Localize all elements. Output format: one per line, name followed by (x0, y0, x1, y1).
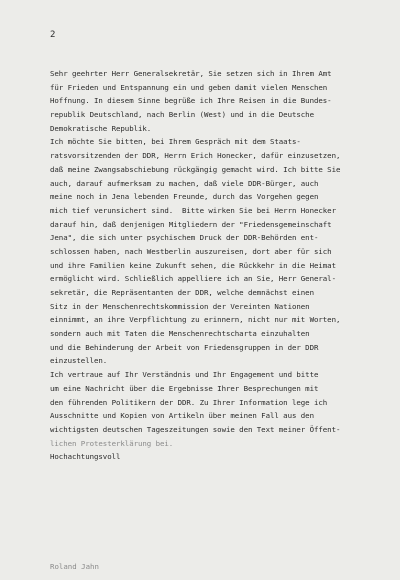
text-line: um eine Nachricht über die Ergebnisse Ihrer Besprechungen mit (50, 383, 319, 393)
text-line: Sitz in der Menschenrechtskommission der Vereinten Nationen (50, 301, 310, 311)
text-line: republik Deutschland, nach Berlin (West) und in die Deutsche (50, 110, 314, 120)
text-line: meine noch in Jena lebenden Freunde, durch das Vorgehen gegen (50, 192, 319, 202)
text-line: Sehr geehrter Herr Generalsekretär, Sie setzen sich in Ihrem Amt (50, 69, 332, 78)
text-line: daß meine Zwangsabschiebung rückgängig gemacht wird. Ich bitte Sie (50, 164, 341, 174)
text-line: sondern auch mit Taten die Menschenrechtscharta einzuhalten (50, 329, 310, 339)
text-line: Ich vertraue auf Ihr Verständnis und Ihr Engagement und bitte (50, 370, 319, 380)
text-line: auch, darauf aufmerksam zu machen, daß viele DDR-Bürger, auch (50, 178, 319, 188)
text-line: Demokratische Republik. (50, 123, 152, 133)
text-line: wichtigsten deutschen Tageszeitungen sowie den Text meiner Öffent- (50, 424, 341, 434)
letter-body (50, 67, 395, 464)
text-line: ermöglicht wird. Schließlich appelliere ich an Sie, Herr General- (50, 274, 336, 284)
text-line: schlossen haben, nach Westberlin auszureisen, dort aber für sich (50, 246, 332, 256)
text-line: einzustellen. (50, 356, 108, 366)
text-line: und die Behinderung der Arbeit von Friedensgruppen in der DDR (50, 342, 319, 352)
text-line: Jena", die sich unter psychischem Druck der DDR-Behörden ent- (50, 233, 319, 243)
text-line: sekretär, die Repräsentanten der DDR, welche demnächst einen (50, 288, 314, 297)
signature: Roland Jahn (50, 562, 99, 571)
text-line: Ausschnitte und Kopien von Artikeln über meinen Fall aus den (50, 411, 314, 421)
text-line: für Frieden und Entspannung ein und geben damit vielen Menschen (50, 82, 328, 92)
page-number: 2 (50, 30, 56, 40)
text-line: einnimmt, an ihre Verpflichtung zu erinnern, nicht nur mit Worten, (50, 315, 341, 325)
text-line: den führenden Politikern der DDR. Zu Ihrer Information lege ich (50, 397, 328, 407)
text-line: Ich möchte Sie bitten, bei Ihrem Gespräch mit dem Staats- (50, 137, 301, 147)
closing-line: Hochachtungsvoll (50, 452, 121, 462)
text-line: und ihre Familien keine Zukunft sehen, die Rückkehr in die Heimat (50, 260, 336, 270)
text-line: ratsvorsitzenden der DDR, Herrn Erich Honecker, dafür einzusetzen, (50, 151, 341, 161)
text-line: lichen Protesterklärung bei. (50, 438, 174, 448)
text-line: Hoffnung. In diesem Sinne begrüße ich Ihre Reisen in die Bundes- (50, 96, 332, 106)
text-line: mich tief verunsichert sind. Bitte wirken Sie bei Herrn Honecker (50, 205, 336, 215)
text-line: darauf hin, daß denjenigen Mitgliedern der "Friedensgemeinschaft (50, 219, 332, 229)
